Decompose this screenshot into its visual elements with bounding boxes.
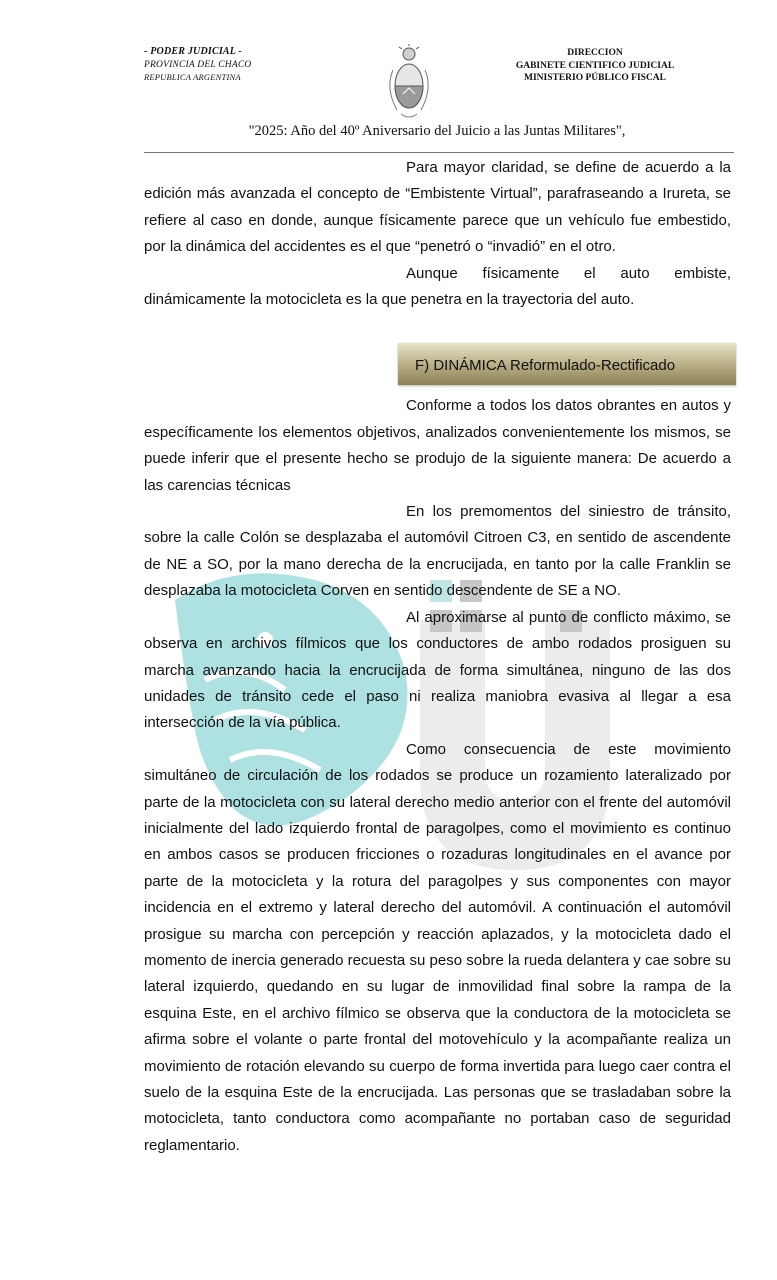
year-motto: "2025: Año del 40º Aniversario del Juicio a las Juntas Militares", — [248, 123, 626, 139]
paragraph-premoments: En los premomentos del siniestro de tránsito, sobre la calle Colón se desplazaba el automóvil Citroen C3, en sentido de ascendente de NE a SO, por la mano derecha de la encrucijada, en tanto por la calle Franklin se desplazaba la motocicleta Corven en sentido descendente de SE a NO. — [144, 503, 731, 600]
header-right — [490, 47, 700, 85]
header-left-line-2: PROVINCIA DEL CHACO — [144, 59, 252, 70]
section-heading-text: F) DINÁMICA Reformulado-Rectificado — [415, 357, 676, 375]
header-left-line-1: - PODER JUDICIAL - — [144, 46, 242, 57]
section-heading — [398, 343, 736, 385]
coat-of-arms-icon — [383, 44, 435, 120]
paragraph-inference: Conforme a todos los datos obrantes en autos y específicamente los elementos objetivos, analizados convenientemente los mismos, se puede inferir que el presente hecho se produjo de la siguiente manera: De acuerdo a las carencias técnicas — [144, 397, 731, 494]
header-left — [144, 46, 344, 84]
paragraph-virtual-striker: Para mayor claridad, se define de acuerdo a la edición más avanzada el concepto de “Embistente Virtual”, parafraseando a Irureta, se refiere al caso en donde, aunque físicamente parece que un vehículo fue embestido, por la dinámica del accidentes es el que “penetró o “invadió” en el otro. — [144, 159, 731, 256]
paragraph-consequence: Como consecuencia de este movimiento simultáneo de circulación de los rodados se produce un rozamiento lateralizado por parte de la motocicleta con su lateral derecho medio anterior con el frente del automóvil inicialmente del lado izquierdo frontal de paragolpes, como el movimiento es continuo en ambos casos se producen fricciones o rozaduras longitudinales en el avance por parte de la motocicleta y la rotura del paragolpes y sus componentes con mayor incidencia en el extremo y lateral derecho del automóvil. A continuación el automóvil prosigue su marcha con percepción y reacción aplazados, y la motocicleta dado el momento de inercia generado recuesta su peso sobre la rueda delantera y cae sobre su lateral izquierdo, quedando en su lugar de inmovilidad final sobre la rampa de la esquina Este, en el archivo fílmico se observa que la conductora de la motocicleta se afirma sobre el volante o parte frontal del motovehículo y la acompañante realiza un movimiento de rotación elevando su cuerpo de forma invertida para luego caer contra el suelo de la esquina Este de la encrucijada. Las personas que se trasladaban sobre la motocicleta, tanto conductora como acompañante no portaban caso de seguridad reglamentario. — [144, 740, 731, 1154]
document-body — [144, 155, 731, 1159]
header-right-line-3: MINISTERIO PÚBLICO FISCAL — [524, 73, 666, 83]
section-heading-wrap — [144, 343, 731, 389]
header-right-line-2: GABINETE CIENTIFICO JUDICIAL — [515, 60, 675, 71]
header-left-line-3: REPUBLICA ARGENTINA — [144, 72, 241, 82]
header-divider — [144, 152, 734, 153]
header-right-line-1: DIRECCION — [567, 48, 623, 58]
paragraph-approach: Al aproximarse al punto de conflicto máximo, se observa en archivos fílmicos que los conductores de ambo rodados prosiguen su marcha avanzando hacia la encrucijada de forma simultánea, ninguno de las dos unidades de tránsito cede el paso ni realiza maniobra evasiva al llegar a esa intersección de la vía pública. — [144, 608, 731, 732]
paragraph-penetration: Aunque físicamente el auto embiste, dinámicamente la motocicleta es la que penetra en la trayectoria del auto. — [144, 264, 731, 309]
